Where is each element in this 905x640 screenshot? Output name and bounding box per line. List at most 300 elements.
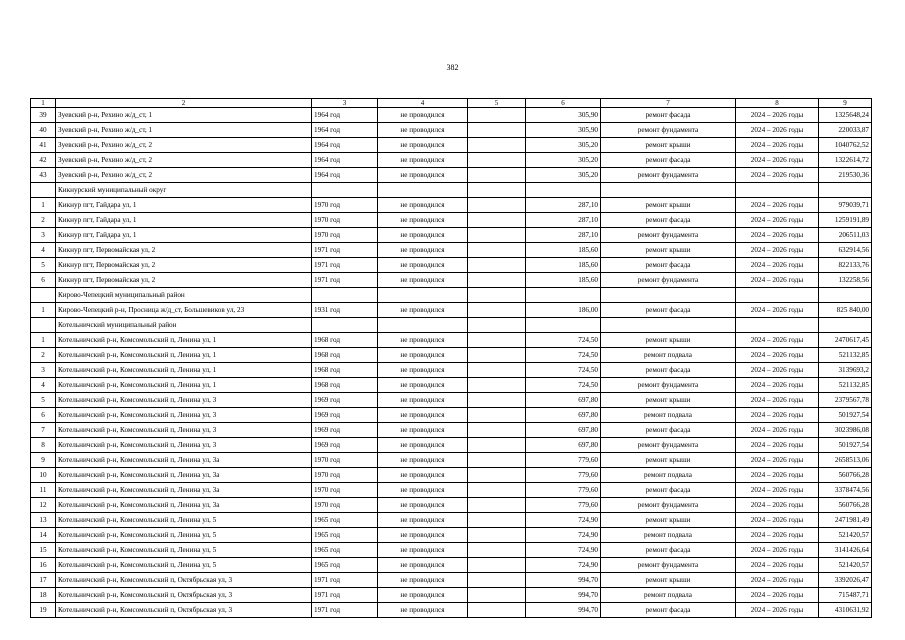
work-type-cell: ремонт фасада — [601, 423, 736, 438]
row-number-cell: 10 — [31, 468, 56, 483]
build-year-cell: 1964 год — [312, 123, 378, 138]
cost-cell — [819, 318, 872, 333]
address-cell: Зуевский р-н, Рехино ж/д_ст, 1 — [56, 123, 312, 138]
blank-cell — [468, 108, 526, 123]
row-number-cell: 43 — [31, 168, 56, 183]
table-row — [31, 138, 872, 153]
cost-cell: 822133,76 — [819, 258, 872, 273]
table-row — [31, 333, 872, 348]
cost-cell: 560766,28 — [819, 468, 872, 483]
last-repair-cell: не проводился — [378, 573, 468, 588]
column-number-row — [31, 99, 872, 108]
cost-cell: 220033,87 — [819, 123, 872, 138]
section-header-row — [31, 318, 872, 333]
table-row — [31, 303, 872, 318]
address-cell: Котельничский р-н, Комсомольский п, Ленина ул, 3а — [56, 453, 312, 468]
table-row — [31, 273, 872, 288]
blank-cell — [468, 498, 526, 513]
table-row — [31, 453, 872, 468]
area-cell: 724,50 — [526, 363, 601, 378]
table-row — [31, 513, 872, 528]
area-cell: 305,20 — [526, 138, 601, 153]
period-cell: 2024 – 2026 годы — [736, 243, 819, 258]
last-repair-cell: не проводился — [378, 243, 468, 258]
work-type-cell: ремонт крыши — [601, 573, 736, 588]
area-cell: 994,70 — [526, 603, 601, 618]
cost-cell — [819, 183, 872, 198]
build-year-cell: 1968 год — [312, 348, 378, 363]
last-repair-cell: не проводился — [378, 438, 468, 453]
table-row — [31, 228, 872, 243]
column-header: 2 — [56, 99, 312, 108]
period-cell: 2024 – 2026 годы — [736, 108, 819, 123]
work-type-cell: ремонт фундамента — [601, 438, 736, 453]
blank-cell — [468, 528, 526, 543]
row-number-cell: 2 — [31, 348, 56, 363]
cost-cell: 715487,71 — [819, 588, 872, 603]
table-row — [31, 213, 872, 228]
address-cell: Кикнур пгт, Гайдара ул, 1 — [56, 228, 312, 243]
table-row — [31, 363, 872, 378]
period-cell: 2024 – 2026 годы — [736, 153, 819, 168]
row-number-cell: 13 — [31, 513, 56, 528]
build-year-cell: 1971 год — [312, 588, 378, 603]
address-cell: Котельничский р-н, Комсомольский п, Ленина ул, 5 — [56, 528, 312, 543]
period-cell: 2024 – 2026 годы — [736, 303, 819, 318]
work-type-cell: ремонт крыши — [601, 333, 736, 348]
build-year-cell: 1970 год — [312, 483, 378, 498]
period-cell — [736, 288, 819, 303]
work-type-cell: ремонт крыши — [601, 393, 736, 408]
page-number: 382 — [446, 63, 459, 72]
address-cell: Котельничский р-н, Комсомольский п, Ленина ул, 1 — [56, 363, 312, 378]
last-repair-cell: не проводился — [378, 333, 468, 348]
work-type-cell: ремонт подвала — [601, 528, 736, 543]
work-type-cell: ремонт фасада — [601, 363, 736, 378]
cost-cell: 1040762,52 — [819, 138, 872, 153]
work-type-cell: ремонт крыши — [601, 453, 736, 468]
work-type-cell: ремонт фасада — [601, 543, 736, 558]
table-row — [31, 393, 872, 408]
blank-cell — [468, 303, 526, 318]
work-type-cell: ремонт фасада — [601, 603, 736, 618]
build-year-cell: 1965 год — [312, 513, 378, 528]
cost-cell: 3378474,56 — [819, 483, 872, 498]
last-repair-cell: не проводился — [378, 138, 468, 153]
section-title-cell: Кикнурский муниципальный округ — [56, 183, 312, 198]
period-cell: 2024 – 2026 годы — [736, 513, 819, 528]
address-cell: Котельничский р-н, Комсомольский п, Ленина ул, 1 — [56, 378, 312, 393]
area-cell: 724,90 — [526, 558, 601, 573]
last-repair-cell: не проводился — [378, 348, 468, 363]
address-cell: Котельничский р-н, Комсомольский п, Ленина ул, 1 — [56, 348, 312, 363]
last-repair-cell — [378, 288, 468, 303]
blank-cell — [468, 543, 526, 558]
table-row — [31, 258, 872, 273]
area-cell: 697,80 — [526, 423, 601, 438]
period-cell: 2024 – 2026 годы — [736, 198, 819, 213]
row-number-cell: 41 — [31, 138, 56, 153]
work-type-cell: ремонт фасада — [601, 213, 736, 228]
address-cell: Зуевский р-н, Рехино ж/д_ст, 2 — [56, 138, 312, 153]
build-year-cell — [312, 288, 378, 303]
last-repair-cell: не проводился — [378, 108, 468, 123]
area-cell: 185,60 — [526, 273, 601, 288]
blank-cell — [468, 183, 526, 198]
blank-cell — [468, 363, 526, 378]
table-row — [31, 468, 872, 483]
last-repair-cell: не проводился — [378, 453, 468, 468]
work-type-cell: ремонт фундамента — [601, 228, 736, 243]
area-cell: 994,70 — [526, 573, 601, 588]
cost-cell: 1325648,24 — [819, 108, 872, 123]
area-cell: 724,90 — [526, 513, 601, 528]
build-year-cell: 1965 год — [312, 543, 378, 558]
address-cell: Кикнур пгт, Гайдара ул, 1 — [56, 213, 312, 228]
table-row — [31, 348, 872, 363]
column-header: 4 — [378, 99, 468, 108]
cost-cell: 825 840,00 — [819, 303, 872, 318]
area-cell: 287,10 — [526, 198, 601, 213]
cost-cell: 632914,56 — [819, 243, 872, 258]
row-number-cell: 17 — [31, 573, 56, 588]
work-type-cell: ремонт фасада — [601, 153, 736, 168]
section-title-cell: Котельничский муниципальный район — [56, 318, 312, 333]
area-cell — [526, 183, 601, 198]
cost-cell: 1322614,72 — [819, 153, 872, 168]
row-number-cell: 4 — [31, 243, 56, 258]
column-header: 1 — [31, 99, 56, 108]
period-cell: 2024 – 2026 годы — [736, 543, 819, 558]
address-cell: Котельничский р-н, Комсомольский п, Ленина ул, 5 — [56, 543, 312, 558]
blank-cell — [468, 243, 526, 258]
row-number-cell: 19 — [31, 603, 56, 618]
cost-cell: 979039,71 — [819, 198, 872, 213]
work-type-cell: ремонт подвала — [601, 348, 736, 363]
row-number-cell: 40 — [31, 123, 56, 138]
address-cell: Котельничский р-н, Комсомольский п, Ленина ул, 5 — [56, 558, 312, 573]
last-repair-cell: не проводился — [378, 213, 468, 228]
area-cell: 305,20 — [526, 168, 601, 183]
cost-cell: 2379567,78 — [819, 393, 872, 408]
work-type-cell: ремонт фундамента — [601, 273, 736, 288]
row-number-cell — [31, 288, 56, 303]
last-repair-cell: не проводился — [378, 198, 468, 213]
area-cell: 779,60 — [526, 468, 601, 483]
last-repair-cell: не проводился — [378, 528, 468, 543]
cost-cell — [819, 288, 872, 303]
last-repair-cell: не проводился — [378, 408, 468, 423]
work-type-cell: ремонт фасада — [601, 258, 736, 273]
table-row — [31, 603, 872, 618]
cost-cell: 4310631,92 — [819, 603, 872, 618]
cost-cell: 3141426,64 — [819, 543, 872, 558]
area-cell: 305,20 — [526, 153, 601, 168]
area-cell: 697,80 — [526, 393, 601, 408]
build-year-cell: 1970 год — [312, 468, 378, 483]
last-repair-cell: не проводился — [378, 363, 468, 378]
area-cell: 779,60 — [526, 453, 601, 468]
work-type-cell: ремонт крыши — [601, 513, 736, 528]
period-cell: 2024 – 2026 годы — [736, 453, 819, 468]
blank-cell — [468, 198, 526, 213]
blank-cell — [468, 333, 526, 348]
column-header: 3 — [312, 99, 378, 108]
period-cell: 2024 – 2026 годы — [736, 168, 819, 183]
last-repair-cell: не проводился — [378, 603, 468, 618]
area-cell: 724,90 — [526, 528, 601, 543]
row-number-cell — [31, 183, 56, 198]
table-row — [31, 588, 872, 603]
area-cell: 287,10 — [526, 228, 601, 243]
row-number-cell: 8 — [31, 438, 56, 453]
period-cell: 2024 – 2026 годы — [736, 468, 819, 483]
address-cell: Котельничский р-н, Комсомольский п, Ленина ул, 3 — [56, 423, 312, 438]
work-type-cell: ремонт фасада — [601, 303, 736, 318]
build-year-cell: 1971 год — [312, 273, 378, 288]
blank-cell — [468, 213, 526, 228]
row-number-cell: 42 — [31, 153, 56, 168]
column-header: 6 — [526, 99, 601, 108]
address-cell: Котельничский р-н, Комсомольский п, Ленина ул, 3а — [56, 483, 312, 498]
area-cell — [526, 288, 601, 303]
row-number-cell: 1 — [31, 333, 56, 348]
build-year-cell: 1968 год — [312, 363, 378, 378]
period-cell: 2024 – 2026 годы — [736, 273, 819, 288]
last-repair-cell: не проводился — [378, 543, 468, 558]
row-number-cell: 12 — [31, 498, 56, 513]
address-cell: Котельничский р-н, Комсомольский п, Ленина ул, 3 — [56, 438, 312, 453]
area-cell: 186,00 — [526, 303, 601, 318]
table-row — [31, 543, 872, 558]
area-cell: 779,60 — [526, 498, 601, 513]
blank-cell — [468, 138, 526, 153]
row-number-cell: 5 — [31, 393, 56, 408]
blank-cell — [468, 408, 526, 423]
area-cell: 724,50 — [526, 348, 601, 363]
period-cell: 2024 – 2026 годы — [736, 378, 819, 393]
cost-cell: 2658513,06 — [819, 453, 872, 468]
period-cell: 2024 – 2026 годы — [736, 348, 819, 363]
area-cell — [526, 318, 601, 333]
cost-cell: 132258,56 — [819, 273, 872, 288]
row-number-cell: 39 — [31, 108, 56, 123]
build-year-cell: 1931 год — [312, 303, 378, 318]
work-type-cell — [601, 288, 736, 303]
table-row — [31, 483, 872, 498]
row-number-cell: 1 — [31, 198, 56, 213]
last-repair-cell: не проводился — [378, 423, 468, 438]
blank-cell — [468, 453, 526, 468]
cost-cell: 521132,85 — [819, 348, 872, 363]
last-repair-cell: не проводился — [378, 123, 468, 138]
period-cell: 2024 – 2026 годы — [736, 588, 819, 603]
blank-cell — [468, 288, 526, 303]
build-year-cell: 1965 год — [312, 558, 378, 573]
cost-cell: 219530,36 — [819, 168, 872, 183]
build-year-cell: 1971 год — [312, 258, 378, 273]
row-number-cell: 3 — [31, 363, 56, 378]
work-type-cell: ремонт фундамента — [601, 558, 736, 573]
address-cell: Кикнур пгт, Гайдара ул, 1 — [56, 198, 312, 213]
row-number-cell: 11 — [31, 483, 56, 498]
table-row — [31, 108, 872, 123]
work-type-cell: ремонт фундамента — [601, 378, 736, 393]
address-cell: Котельничский р-н, Комсомольский п, Октябрьская ул, 3 — [56, 573, 312, 588]
capital-repair-table — [30, 98, 872, 618]
area-cell: 305,90 — [526, 123, 601, 138]
address-cell: Котельничский р-н, Комсомольский п, Ленина ул, 5 — [56, 513, 312, 528]
build-year-cell: 1964 год — [312, 153, 378, 168]
build-year-cell: 1964 год — [312, 168, 378, 183]
build-year-cell: 1964 год — [312, 108, 378, 123]
work-type-cell: ремонт фундамента — [601, 123, 736, 138]
address-cell: Зуевский р-н, Рехино ж/д_ст, 2 — [56, 153, 312, 168]
blank-cell — [468, 168, 526, 183]
row-number-cell: 2 — [31, 213, 56, 228]
period-cell: 2024 – 2026 годы — [736, 258, 819, 273]
table-row — [31, 558, 872, 573]
build-year-cell — [312, 318, 378, 333]
table-row — [31, 573, 872, 588]
blank-cell — [468, 468, 526, 483]
row-number-cell — [31, 318, 56, 333]
period-cell: 2024 – 2026 годы — [736, 213, 819, 228]
table-row — [31, 123, 872, 138]
build-year-cell: 1968 год — [312, 378, 378, 393]
address-cell: Котельничский р-н, Комсомольский п, Ленина ул, 1 — [56, 333, 312, 348]
work-type-cell: ремонт крыши — [601, 138, 736, 153]
area-cell: 185,60 — [526, 258, 601, 273]
row-number-cell: 18 — [31, 588, 56, 603]
build-year-cell: 1970 год — [312, 213, 378, 228]
build-year-cell: 1971 год — [312, 603, 378, 618]
row-number-cell: 14 — [31, 528, 56, 543]
blank-cell — [468, 123, 526, 138]
table-row — [31, 243, 872, 258]
cost-cell: 206511,03 — [819, 228, 872, 243]
period-cell — [736, 183, 819, 198]
address-cell: Котельничский р-н, Комсомольский п, Ленина ул, 3а — [56, 498, 312, 513]
period-cell: 2024 – 2026 годы — [736, 498, 819, 513]
build-year-cell: 1971 год — [312, 573, 378, 588]
period-cell: 2024 – 2026 годы — [736, 603, 819, 618]
period-cell: 2024 – 2026 годы — [736, 573, 819, 588]
blank-cell — [468, 483, 526, 498]
address-cell: Зуевский р-н, Рехино ж/д_ст, 1 — [56, 108, 312, 123]
period-cell: 2024 – 2026 годы — [736, 408, 819, 423]
blank-cell — [468, 228, 526, 243]
column-header: 7 — [601, 99, 736, 108]
row-number-cell: 1 — [31, 303, 56, 318]
work-type-cell: ремонт фасада — [601, 108, 736, 123]
table-row — [31, 408, 872, 423]
table-row — [31, 498, 872, 513]
address-cell: Кирово-Чепецкий р-н, Просница ж/д_ст, Большевиков ул, 23 — [56, 303, 312, 318]
row-number-cell: 9 — [31, 453, 56, 468]
area-cell: 779,60 — [526, 483, 601, 498]
address-cell: Кикнур пгт, Первомайская ул, 2 — [56, 258, 312, 273]
area-cell: 185,60 — [526, 243, 601, 258]
last-repair-cell: не проводился — [378, 393, 468, 408]
cost-cell: 3139693,2 — [819, 363, 872, 378]
build-year-cell: 1965 год — [312, 528, 378, 543]
build-year-cell: 1969 год — [312, 438, 378, 453]
table-row — [31, 378, 872, 393]
table-row — [31, 438, 872, 453]
blank-cell — [468, 513, 526, 528]
cost-cell: 521132,85 — [819, 378, 872, 393]
area-cell: 724,50 — [526, 333, 601, 348]
work-type-cell: ремонт крыши — [601, 198, 736, 213]
period-cell: 2024 – 2026 годы — [736, 438, 819, 453]
work-type-cell — [601, 183, 736, 198]
build-year-cell: 1968 год — [312, 333, 378, 348]
last-repair-cell: не проводился — [378, 153, 468, 168]
address-cell: Котельничский р-н, Комсомольский п, Ленина ул, 3а — [56, 468, 312, 483]
last-repair-cell: не проводился — [378, 558, 468, 573]
build-year-cell: 1969 год — [312, 423, 378, 438]
last-repair-cell: не проводился — [378, 378, 468, 393]
cost-cell: 2470617,45 — [819, 333, 872, 348]
period-cell — [736, 318, 819, 333]
build-year-cell: 1970 год — [312, 228, 378, 243]
row-number-cell: 6 — [31, 408, 56, 423]
row-number-cell: 16 — [31, 558, 56, 573]
last-repair-cell: не проводился — [378, 303, 468, 318]
blank-cell — [468, 573, 526, 588]
period-cell: 2024 – 2026 годы — [736, 363, 819, 378]
last-repair-cell: не проводился — [378, 273, 468, 288]
build-year-cell: 1969 год — [312, 408, 378, 423]
cost-cell: 2471981,49 — [819, 513, 872, 528]
row-number-cell: 15 — [31, 543, 56, 558]
column-header: 5 — [468, 99, 526, 108]
last-repair-cell: не проводился — [378, 588, 468, 603]
period-cell: 2024 – 2026 годы — [736, 423, 819, 438]
blank-cell — [468, 423, 526, 438]
table-row — [31, 168, 872, 183]
work-type-cell: ремонт подвала — [601, 408, 736, 423]
section-title-cell: Кирово-Чепецкий муниципальный район — [56, 288, 312, 303]
table-row — [31, 198, 872, 213]
area-cell: 305,90 — [526, 108, 601, 123]
blank-cell — [468, 153, 526, 168]
period-cell: 2024 – 2026 годы — [736, 228, 819, 243]
last-repair-cell: не проводился — [378, 228, 468, 243]
row-number-cell: 5 — [31, 258, 56, 273]
build-year-cell: 1970 год — [312, 198, 378, 213]
cost-cell: 501927,54 — [819, 408, 872, 423]
blank-cell — [468, 393, 526, 408]
period-cell: 2024 – 2026 годы — [736, 483, 819, 498]
cost-cell: 501927,54 — [819, 438, 872, 453]
period-cell: 2024 – 2026 годы — [736, 528, 819, 543]
address-cell: Котельничский р-н, Комсомольский п, Октябрьская ул, 3 — [56, 588, 312, 603]
period-cell: 2024 – 2026 годы — [736, 138, 819, 153]
blank-cell — [468, 258, 526, 273]
build-year-cell: 1969 год — [312, 393, 378, 408]
work-type-cell: ремонт подвала — [601, 468, 736, 483]
work-type-cell: ремонт фундамента — [601, 498, 736, 513]
last-repair-cell — [378, 318, 468, 333]
work-type-cell: ремонт фундамента — [601, 168, 736, 183]
last-repair-cell: не проводился — [378, 168, 468, 183]
period-cell: 2024 – 2026 годы — [736, 558, 819, 573]
build-year-cell: 1971 год — [312, 243, 378, 258]
table-row — [31, 423, 872, 438]
blank-cell — [468, 378, 526, 393]
